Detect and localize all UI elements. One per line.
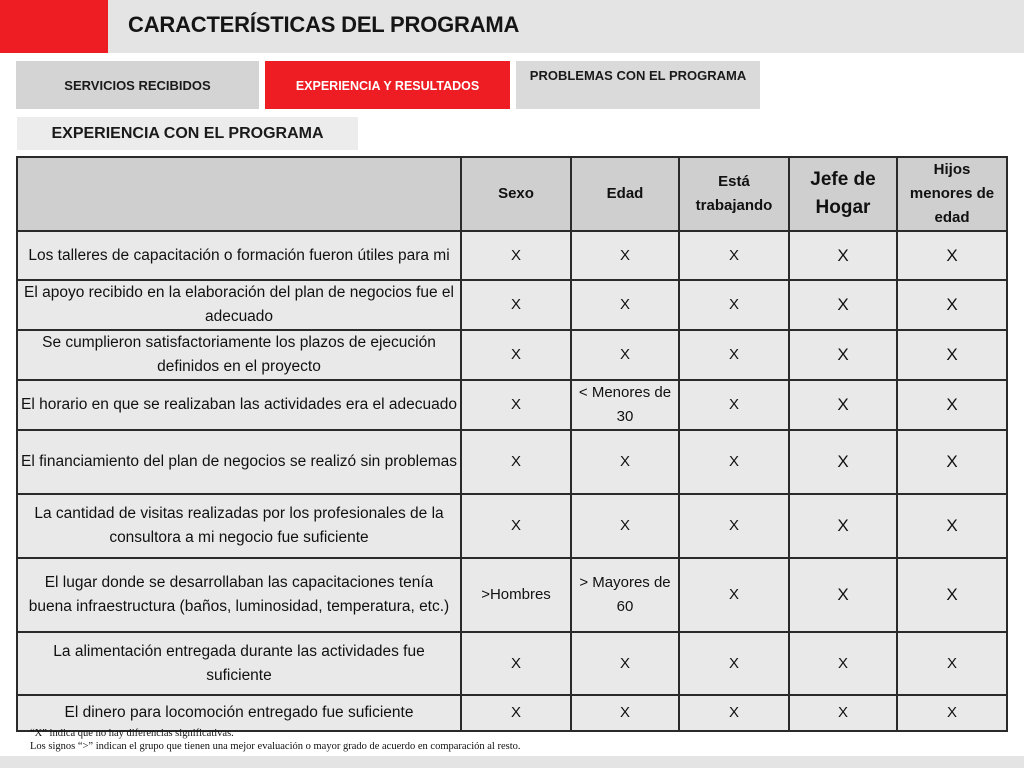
table-row: [17, 558, 1007, 632]
value-cell-edad: X: [571, 430, 679, 494]
header-cell-sexo: Sexo: [461, 157, 571, 231]
value-cell-edad: X: [571, 330, 679, 380]
results-table: [16, 156, 1008, 732]
footnote-x: “X” indica que no hay diferencias significativas.: [30, 728, 234, 739]
value-cell-jefe-de-hogar: X: [789, 494, 897, 558]
question-cell: El horario en que se realizaban las actividades era el adecuado: [17, 380, 461, 430]
value-cell-edad: X: [571, 231, 679, 280]
value-cell-hijos-menores: X: [897, 231, 1007, 280]
table-row: [17, 695, 1007, 731]
value-cell-edad: X: [571, 494, 679, 558]
table-row: [17, 632, 1007, 695]
value-cell-sexo: X: [461, 280, 571, 330]
value-cell-hijos-menores: X: [897, 330, 1007, 380]
value-cell-hijos-menores: X: [897, 380, 1007, 430]
value-cell-sexo: X: [461, 231, 571, 280]
value-cell-esta-trabajando: X: [679, 380, 789, 430]
value-cell-sexo: >Hombres: [461, 558, 571, 632]
value-cell-esta-trabajando: X: [679, 280, 789, 330]
value-cell-jefe-de-hogar: X: [789, 430, 897, 494]
table-row: [17, 231, 1007, 280]
value-cell-esta-trabajando: X: [679, 695, 789, 731]
header-cell-edad: Edad: [571, 157, 679, 231]
header-cell-esta-trabajando: Está trabajando: [679, 157, 789, 231]
table-row: [17, 330, 1007, 380]
question-cell: La alimentación entregada durante las actividades fue suficiente: [17, 632, 461, 695]
value-cell-edad: X: [571, 695, 679, 731]
value-cell-jefe-de-hogar: X: [789, 280, 897, 330]
value-cell-hijos-menores: X: [897, 430, 1007, 494]
table-row: [17, 430, 1007, 494]
value-cell-sexo: X: [461, 430, 571, 494]
value-cell-sexo: X: [461, 695, 571, 731]
value-cell-hijos-menores: X: [897, 695, 1007, 731]
table-row: [17, 494, 1007, 558]
page-title: CARACTERÍSTICAS DEL PROGRAMA: [128, 12, 520, 37]
value-cell-esta-trabajando: X: [679, 330, 789, 380]
value-cell-sexo: X: [461, 632, 571, 695]
header-cell-hijos-menores: Hijos menores de edad: [897, 157, 1007, 231]
question-cell: El lugar donde se desarrollaban las capacitaciones tenía buena infraestructura (baños, luminosidad, temperatura, etc.): [17, 558, 461, 632]
question-cell: La cantidad de visitas realizadas por los profesionales de la consultora a mi negocio fue suficiente: [17, 494, 461, 558]
value-cell-hijos-menores: X: [897, 558, 1007, 632]
tab-servicios-recibidos[interactable]: SERVICIOS RECIBIDOS: [16, 61, 259, 109]
brand-accent-block: [0, 0, 108, 53]
footer-band: [0, 756, 1024, 768]
value-cell-jefe-de-hogar: X: [789, 558, 897, 632]
question-cell: El dinero para locomoción entregado fue suficiente: [17, 695, 461, 731]
header-cell-question: [17, 157, 461, 231]
value-cell-esta-trabajando: X: [679, 494, 789, 558]
value-cell-jefe-de-hogar: X: [789, 695, 897, 731]
value-cell-esta-trabajando: X: [679, 558, 789, 632]
value-cell-hijos-menores: X: [897, 632, 1007, 695]
value-cell-esta-trabajando: X: [679, 231, 789, 280]
tab-experiencia-y-resultados[interactable]: EXPERIENCIA Y RESULTADOS: [265, 61, 510, 109]
value-cell-jefe-de-hogar: X: [789, 330, 897, 380]
question-cell: Se cumplieron satisfactoriamente los plazos de ejecución definidos en el proyecto: [17, 330, 461, 380]
table-header-row: [17, 157, 1007, 231]
value-cell-jefe-de-hogar: X: [789, 231, 897, 280]
value-cell-hijos-menores: X: [897, 280, 1007, 330]
value-cell-sexo: X: [461, 330, 571, 380]
question-cell: El financiamiento del plan de negocios se realizó sin problemas: [17, 430, 461, 494]
value-cell-jefe-de-hogar: X: [789, 632, 897, 695]
table-row: [17, 280, 1007, 330]
value-cell-esta-trabajando: X: [679, 430, 789, 494]
footnotes: [30, 727, 930, 753]
table-row: [17, 380, 1007, 430]
footnote-signs: Los signos “>” indican el grupo que tienen una mejor evaluación o mayor grado de acuerdo en comparación al resto.: [30, 741, 521, 752]
value-cell-edad: < Menores de 30: [571, 380, 679, 430]
value-cell-edad: X: [571, 280, 679, 330]
tab-problemas-con-el-programa[interactable]: PROBLEMAS CON EL PROGRAMA: [516, 61, 760, 109]
value-cell-edad: X: [571, 632, 679, 695]
question-cell: Los talleres de capacitación o formación fueron útiles para mi: [17, 231, 461, 280]
value-cell-sexo: X: [461, 494, 571, 558]
value-cell-jefe-de-hogar: X: [789, 380, 897, 430]
header-cell-jefe-de-hogar: Jefe de Hogar: [789, 157, 897, 231]
value-cell-esta-trabajando: X: [679, 632, 789, 695]
value-cell-edad: > Mayores de 60: [571, 558, 679, 632]
value-cell-hijos-menores: X: [897, 494, 1007, 558]
question-cell: El apoyo recibido en la elaboración del plan de negocios fue el adecuado: [17, 280, 461, 330]
section-label: EXPERIENCIA CON EL PROGRAMA: [17, 117, 358, 150]
value-cell-sexo: X: [461, 380, 571, 430]
